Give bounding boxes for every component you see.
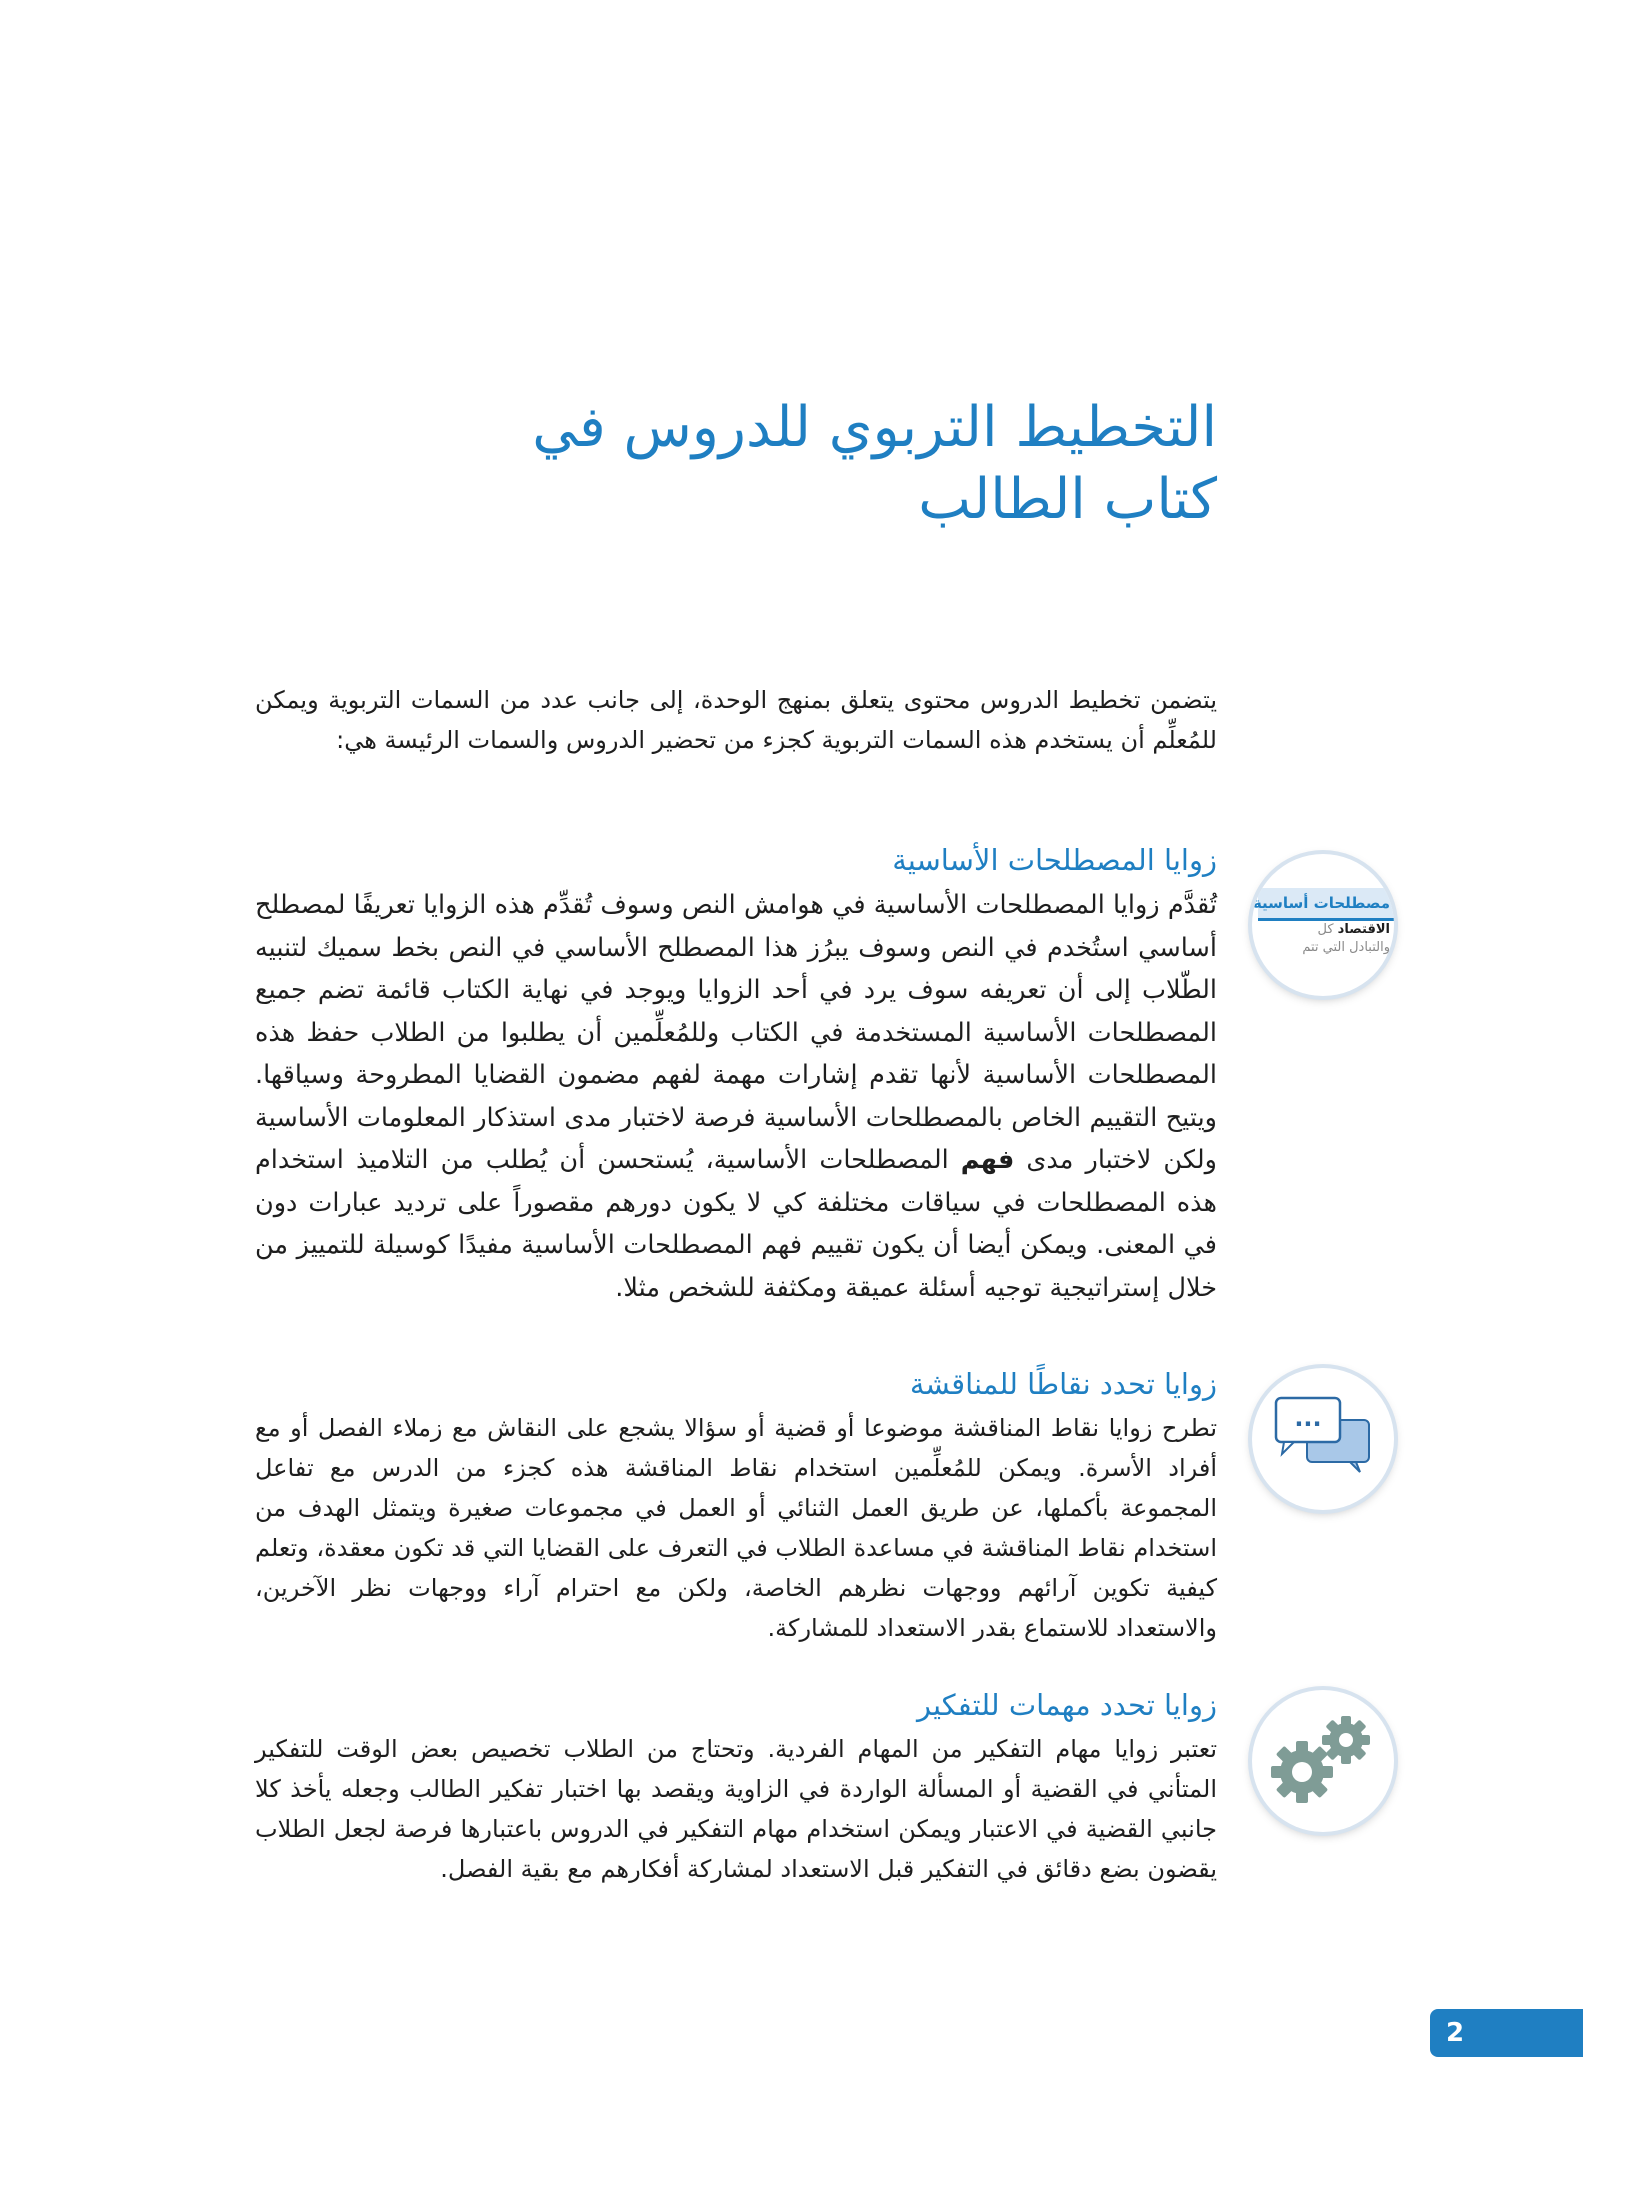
glossary-card-heading: مصطلحات أساسية xyxy=(1258,888,1394,921)
speech-bubbles-icon xyxy=(1252,1368,1394,1510)
section-heading: زوايا تحدد مهمات للتفكير xyxy=(917,1688,1217,1722)
section-heading: زوايا المصطلحات الأساسية xyxy=(892,843,1217,877)
glossary-card-term-rest: كل xyxy=(1317,922,1334,937)
gears-icon xyxy=(1252,1690,1394,1832)
small-gear xyxy=(1322,1716,1370,1764)
section-body-text: تُقدَّم زوايا المصطلحات الأساسية في هوامش النص وسوف تُقدِّم هذه الزوايا تعريفًا لمصطلح أساسي استُخدم في النص وسوف يبرُز هذا المصطلح الأساسي في النص بخط سميك لتنبيه الطّلاب إلى أن تعريفه سوف يرد في أحد الزوايا ويوجد في نهاية الكتاب قائمة تضم جميع المصطلحات الأساسية المستخدمة في الكتاب وللمُعلِّمين أن يطلبوا من الطلاب حفظ هذه المصطلحات الأساسية لأنها تقدم إشارات مهمة لفهم مضمون القضايا المطروحة وسياقها. ويتيح التقييم الخاص بالمصطلحات الأساسية فرصة لاختبار مدى استذكار المعلومات الأساسية ولكن لاختبار مدى xyxy=(255,890,1217,1175)
glossary-card-term: الاقتصاد xyxy=(1337,922,1390,937)
glossary-card-icon xyxy=(1252,854,1394,996)
back-bubble-tail xyxy=(1350,1462,1360,1472)
section-heading: زوايا تحدد نقاطًا للمناقشة xyxy=(909,1367,1217,1401)
speech-bubbles-icon xyxy=(1252,1368,1394,1510)
front-bubble-tail xyxy=(1282,1442,1294,1454)
section-body: تطرح زوايا نقاط المناقشة موضوعا أو قضية أو سؤالا يشجع على النقاش مع زملاء الفصل أو مع أفراد الأسرة. ويمكن للمُعلِّمين استخدام نقاط المناقشة هذه كجزء من الدرس مع تفاعل المجموعة بأكملها، عن طريق العمل الثنائي أو العمل في مجموعات صغيرة ويتمثل الهدف من استخدام نقاط المناقشة في مساعدة الطلاب في التعرف على القضايا التي قد تكون معقدة، وتعلم كيفية تكوين آرائهم ووجهات نظرهم الخاصة، ولكن مع احترام آراء ووجهات نظر الآخرين، والاستعداد للاستماع بقدر الاستعداد للمشاركة. xyxy=(255,1414,1217,1642)
bubble-dots: ... xyxy=(1294,1404,1322,1432)
page-number: 2 xyxy=(1446,2018,1465,2048)
section-discussion-points xyxy=(255,1362,1217,1648)
intro-paragraph: يتضمن تخطيط الدروس محتوى يتعلق بمنهج الوحدة، إلى جانب عدد من السمات التربوية ويمكن للمُعلِّم أن يستخدم هذه السمات التربوية كجزء من تحضير الدروس والسمات الرئيسة هي: xyxy=(255,686,1217,754)
glossary-card-line xyxy=(1258,921,1394,939)
section-thinking-tasks xyxy=(255,1683,1217,1889)
section-body-text: المصطلحات الأساسية، يُستحسن أن يُطلب من التلاميذ استخدام هذه المصطلحات في سياقات مختلفة كي لا يكون دورهم مقصوراً على ترديد عبارات دون في المعنى. ويمكن أيضا أن يكون تقييم فهم المصطلحات الأساسية مفيدًا كوسيلة للتمييز من خلال إستراتيجية توجيه أسئلة عميقة ومكثفة للشخص مثلا. xyxy=(255,1145,1217,1303)
section-body: تعتبر زوايا مهام التفكير من المهام الفردية. وتحتاج من الطلاب تخصيص بعض الوقت للتفكير المتأني في القضية أو المسألة الواردة في الزاوية ويقصد بها اختبار تفكير الطالب وجعله يأخذ كلا جانبي القضية في الاعتبار ويمكن استخدام مهام التفكير في الدروس باعتبارها فرصة لجعل الطلاب يقضون بضع دقائق في التفكير قبل الاستعداد لمشاركة أفكارهم مع بقية الفصل. xyxy=(255,1735,1217,1883)
section-body xyxy=(255,884,1217,1309)
page-number-tab xyxy=(1430,2009,1583,2057)
glossary-card xyxy=(1252,888,1394,968)
large-gear xyxy=(1271,1741,1333,1803)
glossary-card-line-2: والتبادل التي تتم xyxy=(1302,940,1390,955)
gears-icon xyxy=(1252,1690,1394,1832)
section-key-terms xyxy=(255,838,1217,1309)
bold-term: فهم xyxy=(960,1145,1015,1175)
page-title: التخطيط التربوي للدروس في كتاب الطالب xyxy=(532,395,1217,532)
